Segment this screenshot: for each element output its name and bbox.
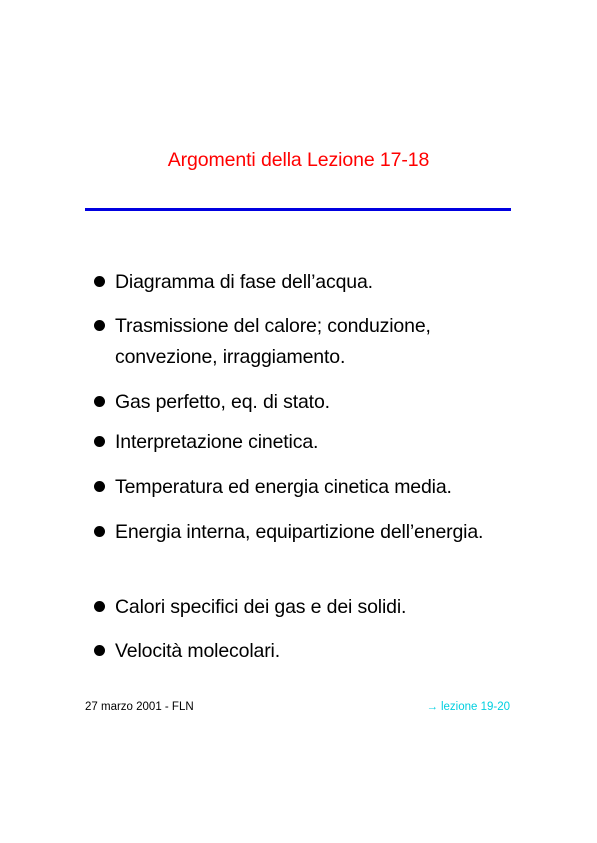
bullet-icon — [94, 436, 105, 447]
bullet-text: Gas perfetto, eq. di stato. — [115, 391, 330, 413]
bullet-icon — [94, 526, 105, 537]
bullet-icon — [94, 276, 105, 287]
next-lecture-link[interactable] — [426, 700, 510, 714]
bullet-text: Velocità molecolari. — [115, 640, 280, 662]
bullet-icon — [94, 320, 105, 331]
bullet-text: Temperatura ed energia cinetica media. — [115, 476, 452, 498]
title-rule — [85, 208, 511, 211]
bullet-text: Diagramma di fase dell’acqua. — [115, 271, 373, 293]
next-lecture-label: lezione 19-20 — [440, 701, 510, 713]
slide-title: Argomenti della Lezione 17-18 — [167, 149, 430, 171]
bullet-text: Calori specifici dei gas e dei solidi. — [115, 596, 407, 618]
bullet-icon — [94, 396, 105, 407]
bullet-text-continuation: convezione, irraggiamento. — [115, 346, 346, 368]
bullet-icon — [94, 601, 105, 612]
bullet-text: Interpretazione cinetica. — [115, 431, 319, 453]
bullet-icon — [94, 645, 105, 656]
arrow-right-icon: → — [426, 701, 438, 713]
bullet-text: Energia interna, equipartizione dell’energia. — [115, 521, 484, 543]
footer-date-author: 27 marzo 2001 - FLN — [85, 701, 194, 713]
bullet-icon — [94, 481, 105, 492]
bullet-text: Trasmissione del calore; conduzione, — [115, 315, 431, 337]
